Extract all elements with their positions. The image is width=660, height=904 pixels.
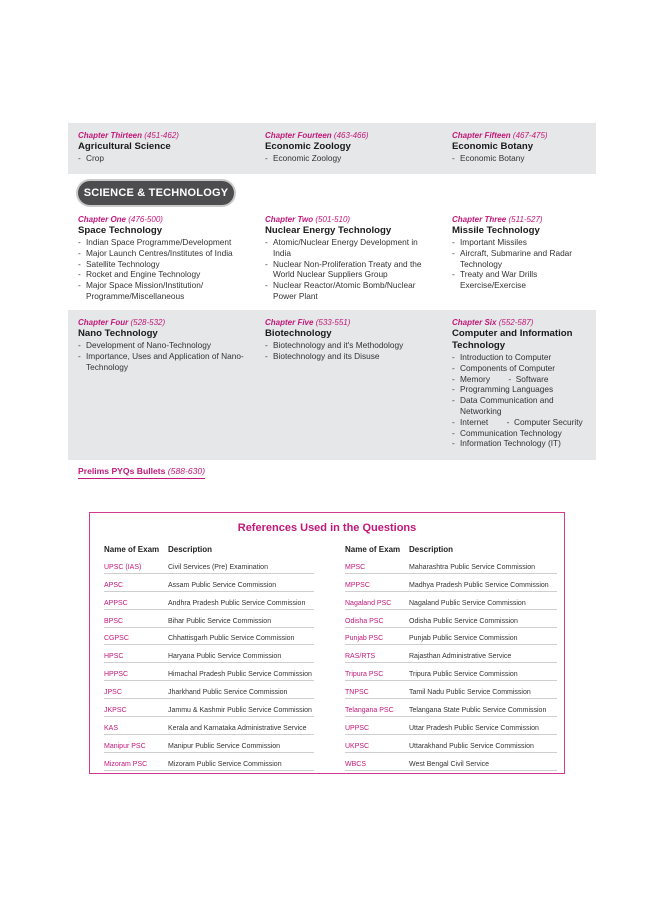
references-title: References Used in the Questions [237,522,417,534]
table-row [345,735,557,753]
prelims-pyqs-link: Prelims PYQs Bullets (588-630) [78,466,205,479]
exam-code: Punjab PSC [345,635,384,643]
table-row [104,645,314,663]
topic-item: - Components of Computer [452,363,592,374]
topic-item: - Rocket and Engine Technology [78,269,248,280]
table-row [104,699,314,717]
topic-item: - Atomic/Nuclear Energy Development in India [265,237,435,259]
topic-item: - Aircraft, Submarine and Radar Technology [452,248,592,270]
chapter-number: Chapter Five (533-551) [265,318,351,327]
topic-item: - Nuclear Non-Proliferation Treaty and the World Nuclear Suppliers Group [265,259,435,281]
exam-code: Mizoram PSC [104,760,148,768]
exam-code: Telangana PSC [345,707,394,715]
table-row [104,592,314,610]
table-row [104,717,314,735]
exam-code: APPSC [104,599,128,607]
exam-code: Nagaland PSC [345,599,392,607]
topic-item: - Information Technology (IT) [452,438,592,449]
exam-code: UKPSC [345,742,370,750]
exam-description: Himachal Pradesh Public Service Commission [168,671,312,679]
table-row [345,717,557,735]
exam-code: KAS [104,724,119,732]
column-header-description: Description [168,545,213,554]
chapter-block [78,317,248,372]
table-row [104,574,314,592]
exam-description: Odisha Public Service Commission [409,617,518,625]
exam-code: APSC [104,581,124,589]
exam-description: Telangana State Public Service Commission [409,707,547,715]
exam-code: HPPSC [104,671,129,679]
chapter-block [265,317,435,362]
exam-description: Bihar Public Service Commission [168,617,272,625]
topic-item: - Importance, Uses and Application of Nano-Technology [78,351,248,373]
topic-item: - Satellite Technology [78,259,248,270]
topic-item: - Biotechnology and its Disuse [265,351,435,362]
topic-item: - Biotechnology and it's Methodology [265,340,435,351]
exam-code: MPSC [345,563,366,571]
chapter-title: Biotechnology [265,328,332,339]
table-row [104,753,314,771]
chapter-block [452,214,592,291]
chapter-title: Nuclear Energy Technology [265,225,392,236]
exam-code: RAS/RTS [345,653,376,661]
column-header-exam: Name of Exam [345,545,401,554]
table-row [345,681,557,699]
chapter-number: Chapter Fourteen (463-466) [265,131,369,140]
table-row [345,610,557,628]
table-row [345,663,557,681]
topic-item: - Introduction to Computer [452,352,592,363]
exam-description: Kerala and Karnataka Administrative Service [168,724,307,732]
exam-code: CGPSC [104,635,129,643]
topic-item: - Memory - Software [452,374,592,385]
exam-description: Manipur Public Service Commission [168,742,281,750]
exam-description: Assam Public Service Commission [168,581,277,589]
exam-description: West Bengal Civil Service [409,760,490,768]
chapter-title: Economic Zoology [265,141,351,152]
chapter-number: Chapter Three (511-527) [452,215,543,224]
table-row [345,556,557,574]
exam-code: WBCS [345,760,366,768]
chapter-title: Nano Technology [78,328,158,339]
table-row [104,735,314,753]
chapter-block [265,130,435,164]
exam-description: Rajasthan Administrative Service [409,653,512,661]
chapter-title: Agricultural Science [78,141,171,152]
topic-item: - Major Space Mission/Institution/ Programme/Miscellaneous [78,280,248,302]
exam-description: Nagaland Public Service Commission [409,599,526,607]
exam-code: JPSC [104,689,122,697]
exam-code: MPPSC [345,581,370,589]
column-header-description: Description [409,545,454,554]
topic-item: - Crop [78,153,248,164]
table-row [104,628,314,646]
exam-description: Uttar Pradesh Public Service Commission [409,724,539,732]
chapter-number: Chapter Six (552-587) [452,318,534,327]
exam-description: Civil Services (Pre) Examination [168,563,268,571]
chapter-number: Chapter Four (528-532) [78,318,166,327]
exam-code: UPSC (IAS) [104,563,142,571]
topic-item: - Major Launch Centres/Institutes of India [78,248,248,259]
chapter-number: Chapter Two (501-510) [265,215,351,224]
table-row [345,699,557,717]
table-row [345,592,557,610]
section-heading: SCIENCE & TECHNOLOGY [78,181,234,205]
topic-item: - Indian Space Programme/Development [78,237,248,248]
topic-item: - Nuclear Reactor/Atomic Bomb/Nuclear Power Plant [265,280,435,302]
table-header [345,543,557,556]
table-row [345,574,557,592]
chapter-block [452,130,592,164]
exam-description: Haryana Public Service Commission [168,653,282,661]
topic-item: - Important Missiles [452,237,592,248]
chapter-number: Chapter One (476-500) [78,215,163,224]
exam-code: TNPSC [345,689,369,697]
table-row [104,556,314,574]
chapter-number: Chapter Thirteen (451-462) [78,131,179,140]
exam-description: Andhra Pradesh Public Service Commission [168,599,306,607]
exam-code: HPSC [104,653,124,661]
exam-description: Tamil Nadu Public Service Commission [409,689,531,697]
chapter-block [78,130,248,164]
exam-description: Chhattisgarh Public Service Commission [168,635,295,643]
table-row [345,645,557,663]
chapter-number: Chapter Fifteen (467-475) [452,131,548,140]
exam-code: Tripura PSC [345,671,384,679]
references-box [89,512,565,774]
exam-description: Jharkhand Public Service Commission [168,689,288,697]
table-header [104,543,314,556]
topic-item: - Treaty and War Drills Exercise/Exercise [452,269,592,291]
topic-item: - Communication Technology [452,428,592,439]
exam-code: UPPSC [345,724,370,732]
references-table-left [104,543,314,771]
chapter-block [452,317,592,449]
chapter-title: Space Technology [78,225,163,236]
chapter-block [78,214,248,302]
topic-item: - Internet - Computer Security [452,417,592,428]
exam-code: JKPSC [104,707,127,715]
topic-item: - Economic Zoology [265,153,435,164]
exam-description: Tripura Public Service Commission [409,671,518,679]
topic-item: - Programming Languages [452,384,592,395]
exam-description: Punjab Public Service Commission [409,635,518,643]
exam-code: Odisha PSC [345,617,384,625]
exam-description: Jammu & Kashmir Public Service Commission [168,707,312,715]
chapter-title: Computer and Information Technology [452,328,573,351]
table-row [104,663,314,681]
exam-code: BPSC [104,617,124,625]
table-row [345,753,557,771]
table-row [345,628,557,646]
chapter-block [265,214,435,302]
exam-description: Mizoram Public Service Commission [168,760,282,768]
topic-item: - Development of Nano-Technology [78,340,248,351]
column-header-exam: Name of Exam [104,545,160,554]
chapter-title: Economic Botany [452,141,534,152]
table-row [104,681,314,699]
topic-item: - Economic Botany [452,153,592,164]
exam-description: Maharashtra Public Service Commission [409,563,536,571]
chapter-title: Missile Technology [452,225,540,236]
topic-item: - Data Communication and Networking [452,395,592,417]
exam-code: Manipur PSC [104,742,146,750]
table-row [104,610,314,628]
exam-description: Madhya Pradesh Public Service Commission [409,581,549,589]
references-table-right [345,543,557,771]
exam-description: Uttarakhand Public Service Commission [409,742,534,750]
